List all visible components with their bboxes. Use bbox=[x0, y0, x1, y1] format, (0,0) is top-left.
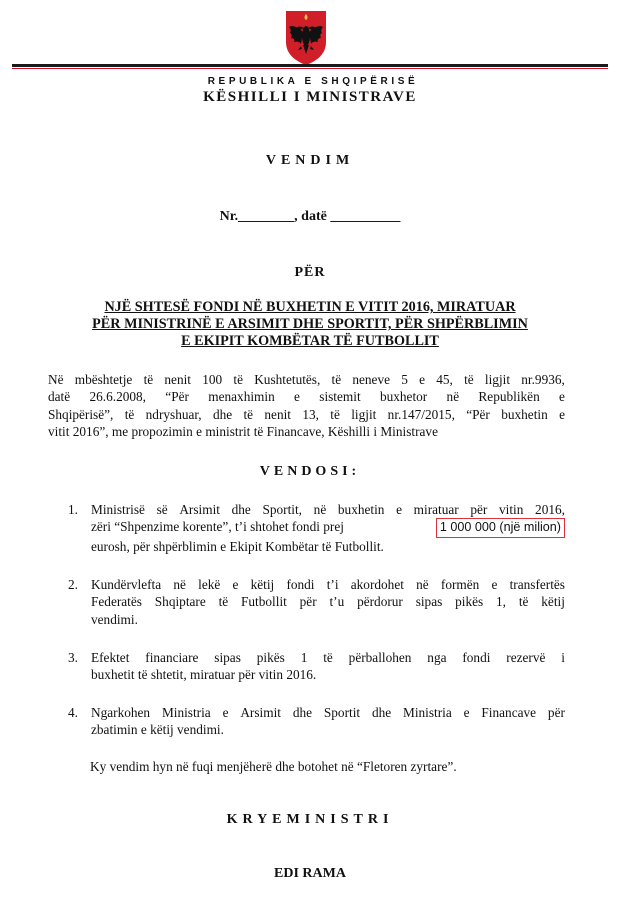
item-line: buxhetit të shtetit, miratuar për vitin 2016. bbox=[91, 667, 317, 683]
item-body bbox=[91, 501, 565, 555]
item-line: zbatimin e këtij vendimi. bbox=[91, 722, 224, 738]
decides-heading: VENDOSI: bbox=[259, 464, 361, 479]
subject-line: PËR MINISTRINË E ARSIMIT DHE SPORTIT, PËR SHPËRBLIMIN bbox=[92, 316, 528, 332]
item-line: vendimi. bbox=[91, 611, 138, 627]
item-number: 1. bbox=[68, 502, 78, 517]
item-body bbox=[91, 576, 565, 628]
item-line: eurosh, për shpërblimin e Ekipit Kombëtar të Futbollit. bbox=[91, 538, 384, 554]
header-rule bbox=[12, 64, 608, 67]
item-line: Federatës Shqiptare të Futbollit për t’u përdorur sipas pikës 1, të këtij bbox=[91, 594, 565, 610]
item-line: Kundërvlefta në lekë e këtij fondi t’i akordohet në formën e transfertës bbox=[91, 577, 565, 592]
item-line: Ngarkohen Ministria e Arsimit dhe Sportit dhe Ministria e Financave për bbox=[91, 705, 565, 720]
item-number: 2. bbox=[68, 577, 78, 592]
item-line: Efektet financiare sipas pikës 1 të përballohen nga fondi rezervë i bbox=[91, 650, 565, 665]
item-body bbox=[91, 704, 565, 739]
item-line: Ministrisë së Arsimit dhe Sportit, në buxhetin e miratuar për vitin 2016, bbox=[91, 502, 565, 517]
preamble-line: Shqipërisë”, të ndryshuar, dhe të nenit 13, të ligjit nr.147/2015, “Për buxhetin e bbox=[48, 406, 565, 422]
highlighted-amount: 1 000 000 (një milion) bbox=[436, 518, 565, 537]
item-body bbox=[91, 649, 565, 684]
preamble-line: datë 26.6.2008, “Për menaxhimin e sistemit buxhetor në Republikën e bbox=[48, 389, 565, 405]
number-date-line: Nr.________, datë __________ bbox=[219, 209, 401, 224]
preamble-line: Në mbështetje të nenit 100 të Kushtetutës, të neneve 5 e 45, të ligjit nr.9936, bbox=[48, 372, 565, 387]
subject-line: E EKIPIT KOMBËTAR TË FUTBOLLIT bbox=[181, 333, 439, 349]
republic-heading: REPUBLIKA E SHQIPËRISË bbox=[207, 76, 419, 87]
subject-line: NJË SHTESË FONDI NË BUXHETIN E VITIT 2016, MIRATUAR bbox=[104, 299, 516, 315]
preamble-line: vitit 2016”, me propozimin e ministrit të Financave, Këshilli i Ministrave bbox=[48, 423, 438, 439]
albanian-eagle-emblem-icon bbox=[283, 8, 329, 66]
closing-statement: Ky vendim hyn në fuqi menjëherë dhe botohet në “Fletoren zyrtare”. bbox=[90, 759, 457, 774]
decision-subject bbox=[60, 299, 560, 350]
signatory-name: EDI RAMA bbox=[274, 866, 346, 881]
for-label: PËR bbox=[294, 265, 326, 280]
preamble bbox=[48, 371, 565, 440]
item-number: 4. bbox=[68, 705, 78, 720]
item-line bbox=[91, 518, 565, 537]
item-number: 3. bbox=[68, 650, 78, 665]
signatory-title: KRYEMINISTRI bbox=[226, 812, 394, 827]
item-line-text: zëri “Shpenzime korente”, t’i shtohet fondi prej bbox=[91, 519, 344, 535]
document-type-title: VENDIM bbox=[265, 153, 355, 168]
header-rule-accent bbox=[12, 68, 608, 69]
council-heading: KËSHILLI I MINISTRAVE bbox=[203, 89, 417, 105]
